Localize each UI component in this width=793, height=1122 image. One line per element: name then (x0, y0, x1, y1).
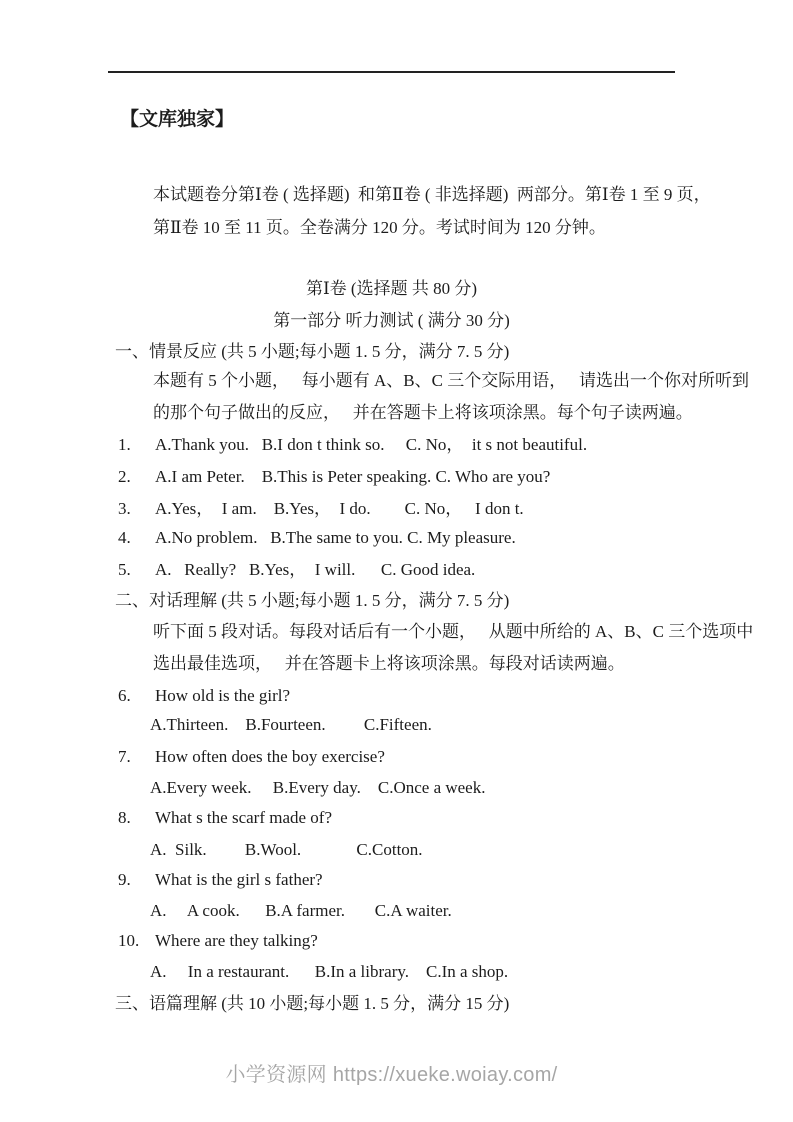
question-text-6: How old is the girl? (155, 686, 291, 705)
question-row-1 (118, 434, 587, 456)
section-1-instructions-line-1: 本题有 5 个小题， 每小题有 A、B、C 三个交际用语， 请选出一个你对所听到 (153, 371, 749, 390)
watermark-label: 【文库独家】 (120, 109, 235, 130)
question-options-5: A. Really? B.Yes， I will. C. Good idea. (155, 560, 476, 579)
question-text-8: What s the scarf made of? (155, 808, 332, 827)
intro-paragraph-line-2: 第Ⅱ卷 10 至 11 页。全卷满分 120 分。考试时间为 120 分钟。 (153, 218, 606, 237)
options-row-7: A.Every week. B.Every day. C.Once a week. (150, 778, 486, 797)
question-number-2: 2. (118, 467, 131, 486)
question-row-10 (118, 930, 318, 952)
section-2-title: 二、对话理解 (共 5 小题;每小题 1. 5 分，满分 7. 5 分) (115, 591, 510, 610)
question-number-3: 3. (118, 499, 131, 518)
section-3-title: 三、语篇理解 (共 10 小题;每小题 1. 5 分，满分 15 分) (115, 994, 510, 1013)
question-number-6: 6. (118, 686, 131, 705)
question-number-7: 7. (118, 747, 131, 766)
question-row-3 (118, 498, 524, 520)
header-rule (108, 71, 675, 73)
question-number-10: 10. (118, 931, 140, 950)
section-2-instructions-line-2: 选出最佳选项， 并在答题卡上将该项涂黑。每段对话读两遍。 (153, 654, 625, 673)
question-row-8 (118, 807, 332, 829)
question-row-5 (118, 559, 475, 581)
question-number-5: 5. (118, 560, 131, 579)
part-heading: 第一部分 听力测试 ( 满分 30 分) (273, 311, 510, 330)
question-options-4: A.No problem. B.The same to you. C. My pleasure. (155, 528, 516, 547)
section-1-instructions-line-2: 的那个句子做出的反应， 并在答题卡上将该项涂黑。每个句子读两遍。 (153, 403, 693, 422)
question-row-2 (118, 466, 550, 488)
options-row-8: A. Silk. B.Wool. C.Cotton. (150, 840, 423, 859)
question-options-3: A.Yes， I am. B.Yes， I do. C. No， I don t. (155, 499, 524, 518)
question-text-10: Where are they talking? (155, 931, 318, 950)
question-row-6 (118, 685, 290, 707)
question-number-1: 1. (118, 435, 131, 454)
footer-site-text: 小学资源网 https://xueke.woiay.com/ (225, 1064, 558, 1086)
options-row-10: A. In a restaurant. B.In a library. C.In a shop. (150, 962, 509, 981)
question-row-4 (118, 527, 516, 549)
question-number-9: 9. (118, 870, 131, 889)
question-row-7 (118, 746, 385, 768)
question-options-2: A.I am Peter. B.This is Peter speaking. C. Who are you? (155, 467, 551, 486)
options-row-9: A. A cook. B.A farmer. C.A waiter. (150, 901, 452, 920)
question-text-9: What is the girl s father? (155, 870, 323, 889)
question-row-9 (118, 869, 323, 891)
section-1-title: 一、情景反应 (共 5 小题;每小题 1. 5 分，满分 7. 5 分) (115, 342, 510, 361)
question-number-8: 8. (118, 808, 131, 827)
question-number-4: 4. (118, 528, 131, 547)
section-2-instructions-line-1: 听下面 5 段对话。每段对话后有一个小题， 从题中所给的 A、B、C 三个选项中 (153, 622, 754, 641)
options-row-6: A.Thirteen. B.Fourteen. C.Fifteen. (150, 715, 432, 734)
question-text-7: How often does the boy exercise? (155, 747, 385, 766)
volume-heading: 第Ⅰ卷 (选择题 共 80 分) (305, 279, 478, 298)
intro-paragraph-line-1: 本试题卷分第Ⅰ卷 ( 选择题) 和第Ⅱ卷 ( 非选择题) 两部分。第Ⅰ卷 1 至 9 页， (153, 185, 711, 204)
question-options-1: A.Thank you. B.I don t think so. C. No， it s not beautiful. (155, 435, 588, 454)
